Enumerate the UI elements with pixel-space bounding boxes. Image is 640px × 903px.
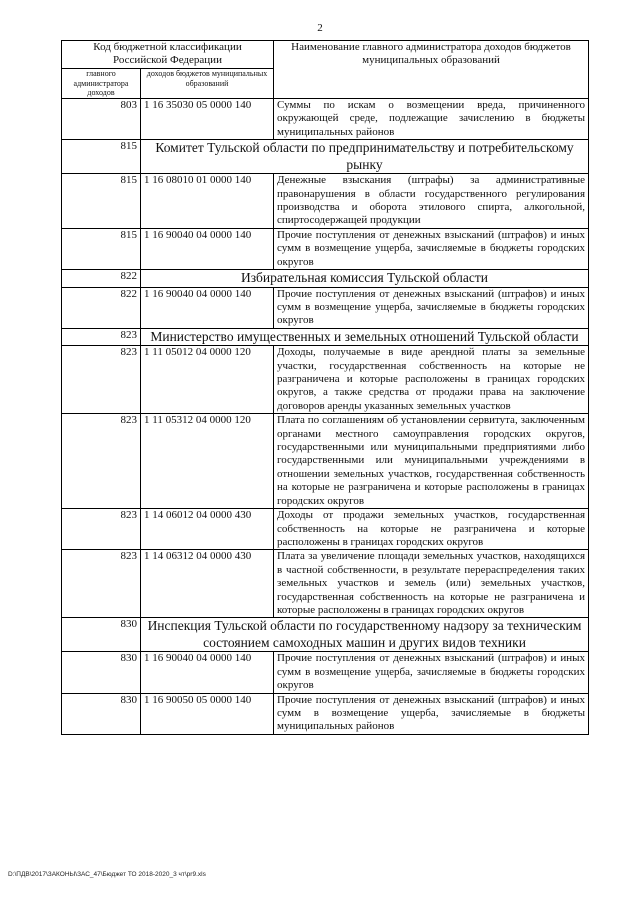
organization-name-cell: Министерство имущественных и земельных отношений Тульской области (141, 328, 589, 345)
header-income: доходов бюджетов муниципальных образований (141, 68, 274, 98)
income-name-cell: Доходы от продажи земельных участков, государственная собственность на которые не разграничена и которые расположены в границах городских округов (274, 509, 589, 550)
income-code-cell: 1 14 06012 04 0000 430 (141, 509, 274, 550)
table-row (62, 174, 589, 229)
income-code-cell: 1 16 08010 01 0000 140 (141, 174, 274, 229)
table-row (62, 414, 589, 509)
table-row (62, 509, 589, 550)
admin-code-cell: 815 (62, 174, 141, 229)
income-name-cell: Прочие поступления от денежных взысканий (штрафов) и иных сумм в возмещение ущерба, зачисляемые в бюджеты муниципальных районов (274, 693, 589, 734)
header-kbk: Код бюджетной классификации Российской Федерации (62, 41, 274, 69)
admin-code-cell: 803 (62, 99, 141, 140)
organization-row (62, 140, 589, 174)
organization-name-cell: Комитет Тульской области по предпринимательству и потребительскому рынку (141, 140, 589, 174)
revenue-administrators-table (61, 40, 589, 735)
income-name-cell: Плата за увеличение площади земельных участков, находящихся в частной собственности, в результате перераспределения таких земельных участков и земель (или) земельных участков, государственная собственность на которые не разграничена и которые расположены в границах городских округов (274, 550, 589, 618)
table-row (62, 99, 589, 140)
organization-row (62, 618, 589, 652)
admin-code-cell: 815 (62, 228, 141, 269)
admin-code-cell: 830 (62, 652, 141, 693)
admin-code-cell: 815 (62, 140, 141, 174)
table-row (62, 228, 589, 269)
income-code-cell: 1 14 06312 04 0000 430 (141, 550, 274, 618)
income-name-cell: Суммы по искам о возмещении вреда, причиненного окружающей среде, подлежащие зачислению в бюджеты муниципальных районов (274, 99, 589, 140)
income-code-cell: 1 16 90040 04 0000 140 (141, 228, 274, 269)
income-name-cell: Прочие поступления от денежных взысканий (штрафов) и иных сумм в возмещение ущерба, зачисляемые в бюджеты городских округов (274, 287, 589, 328)
admin-code-cell: 823 (62, 509, 141, 550)
admin-code-cell: 823 (62, 550, 141, 618)
table-row (62, 550, 589, 618)
income-name-cell: Денежные взыскания (штрафы) за административные правонарушения в области государственного регулирования производства и оборота этилового спирта, алкогольной, спиртосодержащей продукции (274, 174, 589, 229)
table-row (62, 287, 589, 328)
table-body (62, 99, 589, 735)
organization-name-cell: Избирательная комиссия Тульской области (141, 270, 589, 287)
header-name: Наименование главного администратора доходов бюджетов муниципальных образований (274, 41, 589, 99)
organization-name-cell: Инспекция Тульской области по государственному надзору за техническим состоянием самоходных машин и других видов техники (141, 618, 589, 652)
organization-row (62, 328, 589, 345)
income-code-cell: 1 16 35030 05 0000 140 (141, 99, 274, 140)
admin-code-cell: 823 (62, 346, 141, 414)
footer-file-path: D:\ПДВ\2017\ЗАКОНЫ\ЗАС_47\Бюджет ТО 2018-2020_3 чт\pr9.xls (8, 871, 206, 878)
income-name-cell: Доходы, получаемые в виде арендной платы за земельные участки, государственная собственность на которые не разграничена и которые расположены в границах городских округов, а также средства от продажи права на заключение договоров аренды указанных земельных участков (274, 346, 589, 414)
income-code-cell: 1 16 90040 04 0000 140 (141, 652, 274, 693)
table-row (62, 346, 589, 414)
income-code-cell: 1 16 90050 05 0000 140 (141, 693, 274, 734)
income-name-cell: Плата по соглашениям об установлении сервитута, заключенным органами местного самоуправления городских округов, государственными или муниципальными предприятиями либо государственными или муниципальными учреждениями в отношении земельных участков, государственная собственность на которые не разграничена и которые расположены в границах городских округов (274, 414, 589, 509)
admin-code-cell: 823 (62, 328, 141, 345)
admin-code-cell: 823 (62, 414, 141, 509)
income-code-cell: 1 16 90040 04 0000 140 (141, 287, 274, 328)
admin-code-cell: 822 (62, 270, 141, 287)
table-row (62, 652, 589, 693)
income-name-cell: Прочие поступления от денежных взысканий (штрафов) и иных сумм в возмещение ущерба, зачисляемые в бюджеты городских округов (274, 228, 589, 269)
organization-row (62, 270, 589, 287)
admin-code-cell: 822 (62, 287, 141, 328)
page-number: 2 (317, 22, 323, 34)
income-name-cell: Прочие поступления от денежных взысканий (штрафов) и иных сумм в возмещение ущерба, зачисляемые в бюджеты городских округов (274, 652, 589, 693)
table-row (62, 693, 589, 734)
admin-code-cell: 830 (62, 618, 141, 652)
admin-code-cell: 830 (62, 693, 141, 734)
income-code-cell: 1 11 05312 04 0000 120 (141, 414, 274, 509)
header-admin: главного администратора доходов (62, 68, 141, 98)
income-code-cell: 1 11 05012 04 0000 120 (141, 346, 274, 414)
